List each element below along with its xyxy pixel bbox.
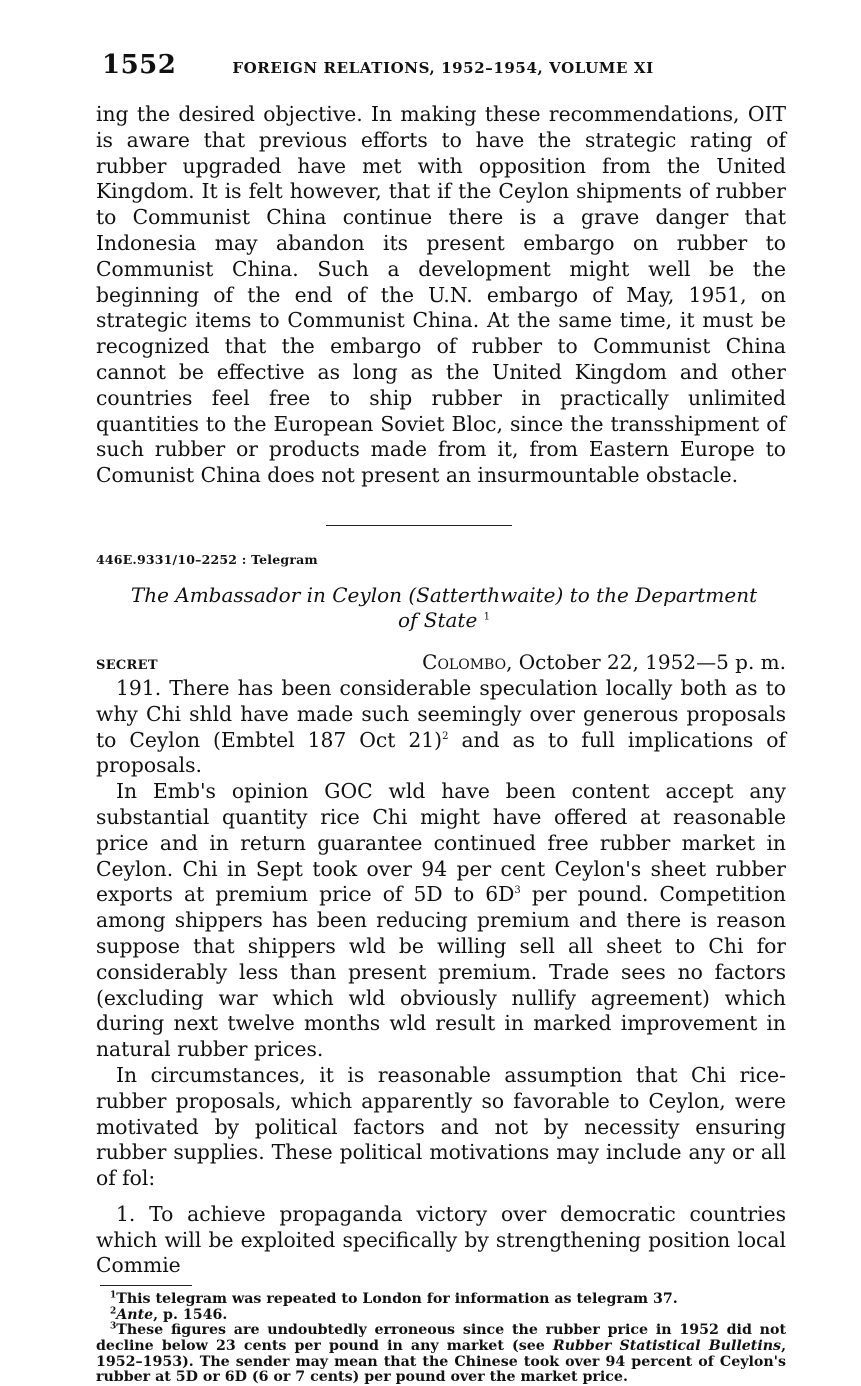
paragraph-191: 191. There has been considerable speculation locally both as to why Chi shld have made such seemingly over generous proposals to Ceylon (Embtel 187 Oct 21)$^2$ and as to full implications of proposals. [96, 675, 786, 778]
continued-paragraph: ing the desired objective. In making these recommendations, OIT is aware that previous efforts to have the strategic rating of rubber upgraded have met with opposition from the United Kingdom. It is felt however, that if the Ceylon shipments of rubber to Communist China continue there is a grave danger that Indonesia may abandon its present embargo on rubber to Communist China. Such a development might well be the beginning of the end of the U.N. embargo of May, 1951, on strategic items to Communist China. At the same time, it must be recognized that the embargo of rubber to Communist China cannot be effective as long as the United Kingdom and other countries feel free to ship rubber in practically unlimited quantities to the European Soviet Bloc, since the transshipment of such rubber or products made from it, from Eastern Europe to Comunist China does not present an insurmountable obstacle. [96, 102, 786, 488]
footnote-divider [100, 1285, 192, 1286]
footnote-ref-1: 1 [483, 611, 491, 623]
heading-line-1: The Ambassador in Ceylon (Satterthwaite) to the Department [130, 582, 758, 607]
numbered-item-1: 1. To achieve propaganda victory over democratic countries which will be exploited specifically by strengthening position local Commie [96, 1201, 786, 1278]
footnote-1: $^1$This telegram was repeated to London for information as telegram 37. [110, 1290, 678, 1308]
footnote-2: $^2$Ante, p. 1546. [110, 1306, 228, 1323]
place-date [422, 650, 786, 674]
page-number: 1552 [102, 50, 177, 80]
footnote-ref-3: 3 [514, 885, 521, 897]
paragraph-circumstances: In circumstances, it is reasonable assumption that Chi rice-rubber proposals, which apparently so favorable to Ceylon, were motivated by political factors and not by necessity ensuring rubber supplies. These political motivations may include any or all of fol: [96, 1062, 786, 1191]
paragraph-opinion: In Emb's opinion GOC wld have been content accept any substantial quantity rice Chi might have offered at reasonable price and in return guarantee continued free rubber market in Ceylon. Chi in Sept took over 94 per cent Ceylon's sheet rubber exports at premium price of 5D to $6D^3$ per pound. Competition among shippers has been reducing premium and there is reason suppose that shippers wld be willing sell all sheet to Chi for considerably less than present premium. Trade sees no factors (excluding war which wld obviously nullify agreement) which during next twelve months wld result in marked improvement in natural rubber prices. [96, 779, 786, 1062]
date: , October 22, 1952—5 p. m. [506, 649, 786, 674]
section-divider [326, 525, 512, 526]
document-page [96, 50, 786, 1386]
document-heading [96, 583, 786, 633]
running-head [96, 50, 786, 86]
footnote-ref-2: 2 [442, 730, 449, 742]
heading-line-2: of State $^1$ [397, 607, 491, 632]
footnote-3: $^3$These figures are undoubtedly erroneous since the rubber price in 1952 did not decline below 23 cents per pound in any market (see Rubber Statistical Bulletins, 1952–1953). The sender may mean that the Chinese took over 94 percent of Ceylon's rubber at 5D or 6D (6 or 7 cents) per pound over the market price. [96, 1321, 787, 1386]
footnotes [96, 1292, 786, 1386]
classification-label: SECRET [96, 657, 158, 673]
file-reference: 446E.9331/10–2252 : Telegram [96, 551, 318, 567]
running-title: FOREIGN RELATIONS, 1952–1954, VOLUME XI [232, 59, 654, 77]
dateline [96, 650, 786, 676]
place: Colombo [422, 649, 507, 674]
